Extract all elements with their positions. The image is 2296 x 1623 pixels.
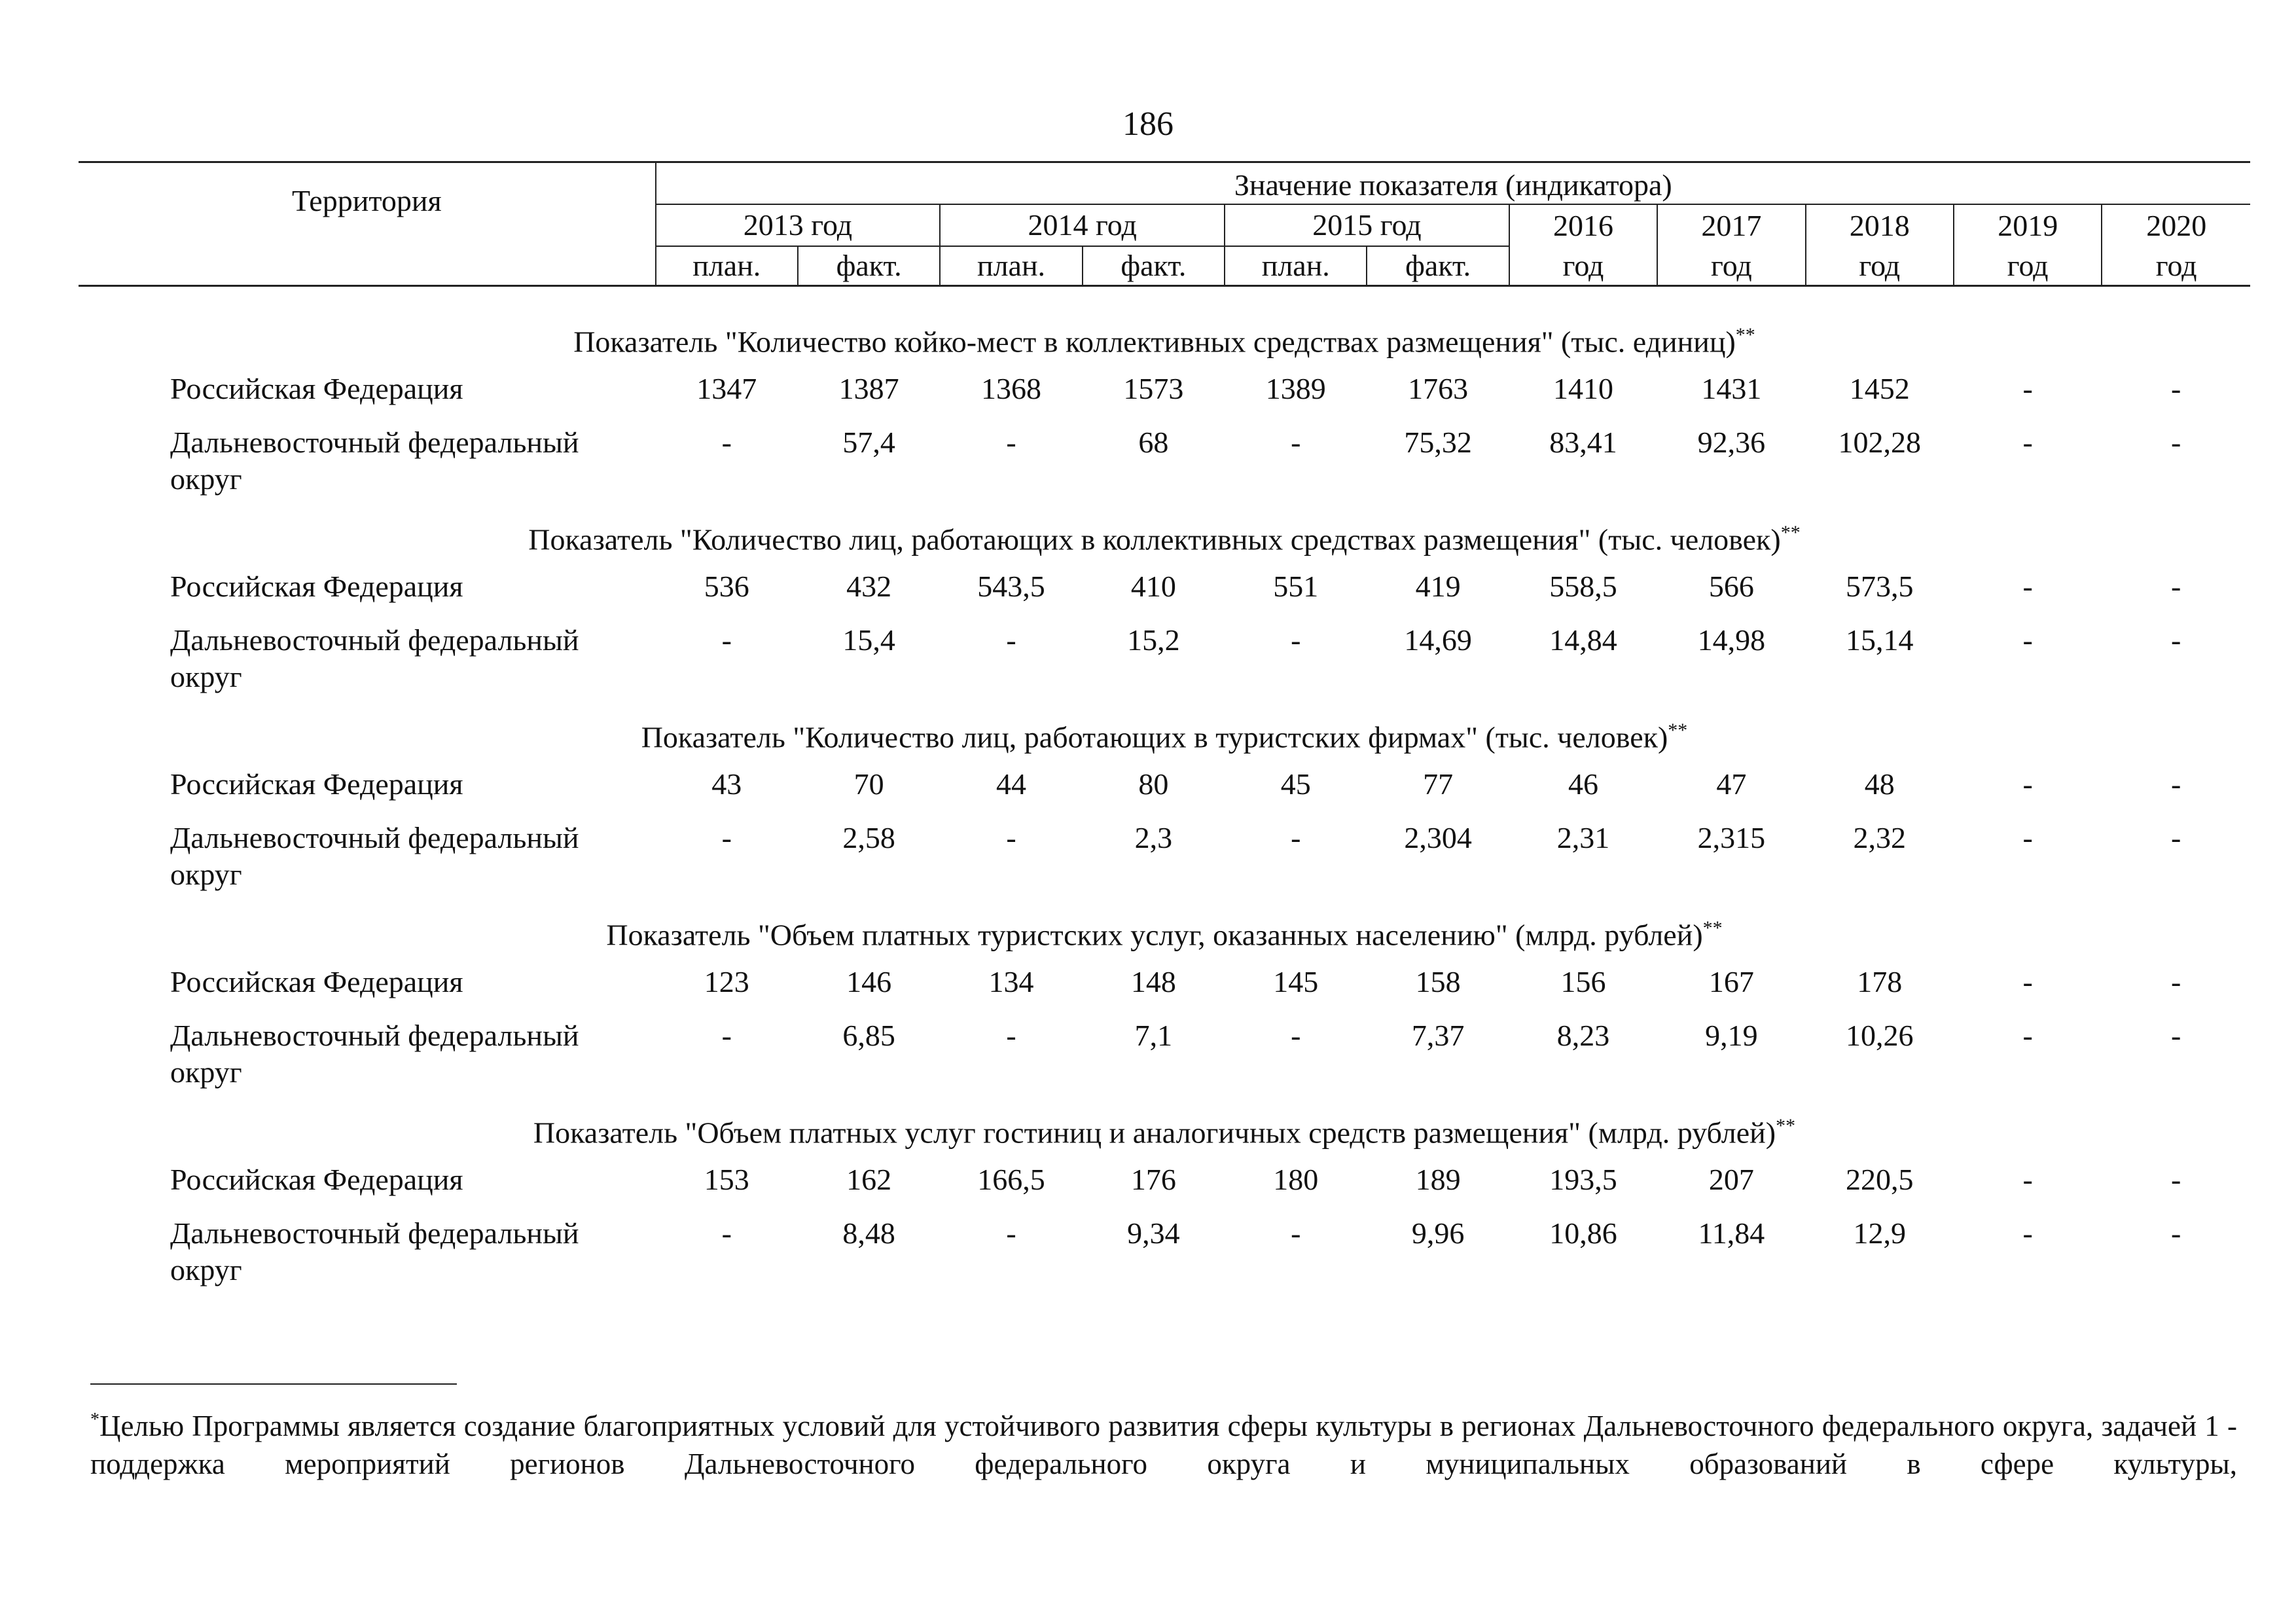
header-year-2018: 2018 [1806,204,1954,246]
value-cell: 10,26 [1846,1019,1914,1052]
value-cell: 57,4 [842,426,895,459]
value-cell: - [2171,1163,2181,1196]
value-cell: 1431 [1701,372,1762,405]
indicator-table-container [79,161,2250,1302]
value-cell: 134 [988,965,1034,998]
value-cell: - [2022,1163,2033,1196]
value-cell: - [1006,426,1016,459]
value-cell: 1763 [1408,372,1469,405]
table-body [79,286,2250,1302]
header-year-2015: 2015 год [1225,204,1509,246]
value-cell: - [2171,570,2181,603]
value-cell: 44 [996,767,1027,801]
value-cell: 6,85 [842,1019,895,1052]
indicator-title-row [79,906,2250,964]
value-cell: 536 [704,570,749,603]
table-row [79,371,2250,424]
value-cell: - [2171,767,2181,801]
value-cell: - [2022,372,2033,405]
value-cell: 176 [1130,1163,1176,1196]
value-cell: 14,69 [1404,623,1472,657]
header-plan-2013: план. [656,246,798,286]
value-cell: - [1291,1019,1301,1052]
value-cell: - [2171,372,2181,405]
value-cell: 70 [853,767,884,801]
table-header [79,162,2250,286]
value-cell: 158 [1415,965,1461,998]
header-unit-2019: год [1954,246,2102,286]
value-cell: 10,86 [1549,1216,1617,1250]
value-cell: 77 [1423,767,1454,801]
indicator-title-row [79,313,2250,371]
value-cell: - [2171,965,2181,998]
indicator-title [533,1115,1795,1150]
indicator-title-row [79,1104,2250,1161]
value-cell: - [2022,1216,2033,1250]
indicator-title-row [79,511,2250,568]
header-plan-2014: план. [940,246,1082,286]
header-year-2016: 2016 [1509,204,1657,246]
value-cell: - [2022,623,2033,657]
value-cell: 543,5 [977,570,1045,603]
value-cell: 15,4 [842,623,895,657]
value-cell: 167 [1708,965,1754,998]
value-cell: - [721,623,732,657]
value-cell: - [2022,1019,2033,1052]
value-cell: 68 [1138,426,1169,459]
page-number: 186 [1122,105,1174,143]
territory-cell: Дальневосточный федеральный округ [170,821,579,891]
value-cell: - [1006,1216,1016,1250]
value-cell: - [2171,426,2181,459]
indicator-title-text: Показатель "Количество лиц, работающих в туристских фирмах" (тыс. человек) [641,720,1668,754]
value-cell: 9,96 [1411,1216,1465,1250]
value-cell: 9,19 [1705,1019,1758,1052]
value-cell: - [1291,426,1301,459]
territory-cell: Дальневосточный федеральный округ [170,623,579,693]
value-cell: 2,315 [1697,821,1766,854]
indicator-table [79,161,2250,1302]
value-cell: - [721,1216,732,1250]
value-cell: 162 [846,1163,892,1196]
table-row [79,568,2250,622]
value-cell: - [2171,821,2181,854]
indicator-title-text: Показатель "Количество койко-мест в коллективных средствах размещения" (тыс. единиц) [573,325,1736,359]
value-cell: 145 [1273,965,1319,998]
table-row [79,820,2250,906]
territory-cell: Российская Федерация [170,1163,463,1196]
header-unit-2018: год [1806,246,1954,286]
territory-cell: Российская Федерация [170,965,463,998]
footnote-text: Целью Программы является создание благоприятных условий для устойчивого развития сферы культуры в регионах Дальневосточного федерального округа, задачей 1 - поддержка мероприятий регионов Дальневосточного федерального округа и муниципальных образований в сфере культуры, [90,1410,2237,1480]
value-cell: 80 [1138,767,1169,801]
value-cell: 566 [1708,570,1754,603]
indicator-title [606,917,1722,952]
value-cell: 166,5 [977,1163,1045,1196]
indicator-footnote-mark: ** [1780,522,1801,544]
value-cell: 7,1 [1134,1019,1173,1052]
value-cell: 148 [1130,965,1176,998]
indicator-footnote-mark: ** [1735,324,1755,346]
value-cell: 432 [846,570,892,603]
value-cell: 419 [1415,570,1461,603]
value-cell: 92,36 [1697,426,1766,459]
indicator-title-text: Показатель "Количество лиц, работающих в коллективных средствах размещения" (тыс. человек) [528,522,1781,556]
value-cell: 558,5 [1549,570,1617,603]
value-cell: - [721,821,732,854]
value-cell: 189 [1415,1163,1461,1196]
value-cell: 1387 [838,372,899,405]
header-fact-2014: факт. [1083,246,1225,286]
header-year-2014: 2014 год [940,204,1225,246]
indicator-footnote-mark: ** [1702,917,1723,939]
indicator-title-text: Показатель "Объем платных услуг гостиниц и аналогичных средств размещения" (млрд. рублей) [533,1116,1776,1150]
value-cell: - [721,1019,732,1052]
value-cell: 153 [704,1163,749,1196]
value-cell: 47 [1716,767,1747,801]
value-cell: 573,5 [1846,570,1914,603]
value-cell: - [2022,426,2033,459]
value-cell: - [1006,821,1016,854]
value-cell: 2,58 [842,821,895,854]
indicator-title [573,324,1755,359]
value-cell: 1347 [696,372,757,405]
header-fact-2013: факт. [798,246,940,286]
value-cell: - [2022,570,2033,603]
value-cell: 123 [704,965,749,998]
table-row [79,1215,2250,1302]
territory-cell: Дальневосточный федеральный округ [170,426,579,496]
value-cell: 45 [1280,767,1311,801]
table-row [79,424,2250,511]
value-cell: 178 [1857,965,1903,998]
value-cell: - [2022,821,2033,854]
value-cell: 46 [1568,767,1599,801]
value-cell: 207 [1708,1163,1754,1196]
territory-cell: Дальневосточный федеральный округ [170,1216,579,1286]
indicator-footnote-mark: ** [1668,720,1688,742]
value-cell: 8,48 [842,1216,895,1250]
value-cell: - [2171,1216,2181,1250]
value-cell: 220,5 [1846,1163,1914,1196]
indicator-footnote-mark: ** [1776,1115,1796,1137]
header-year-2020: 2020 [2102,204,2250,246]
header-unit-2017: год [1657,246,1805,286]
value-cell: 15,14 [1846,623,1914,657]
value-cell: 193,5 [1549,1163,1617,1196]
value-cell: - [1291,821,1301,854]
header-year-2013: 2013 год [656,204,941,246]
header-plan-2015: план. [1225,246,1367,286]
indicator-title [641,720,1688,754]
value-cell: - [2171,623,2181,657]
value-cell: 2,3 [1134,821,1173,854]
footnote-divider [90,1383,457,1385]
indicator-title-row [79,708,2250,766]
header-fact-2015: факт. [1367,246,1509,286]
value-cell: 551 [1273,570,1319,603]
value-cell: 1389 [1265,372,1326,405]
footnote [90,1401,2237,1483]
header-year-2019: 2019 [1954,204,2102,246]
value-cell: 75,32 [1404,426,1472,459]
value-cell: 2,31 [1556,821,1610,854]
value-cell: 102,28 [1838,426,1922,459]
value-cell: 14,84 [1549,623,1617,657]
territory-cell: Российская Федерация [170,570,463,603]
value-cell: 1368 [981,372,1042,405]
indicator-title [528,522,1800,556]
value-cell: 9,34 [1127,1216,1180,1250]
value-cell: 146 [846,965,892,998]
value-cell: 1452 [1849,372,1910,405]
header-territory: Территория [79,162,656,286]
value-cell: 8,23 [1556,1019,1610,1052]
value-cell: - [1291,1216,1301,1250]
territory-cell: Российская Федерация [170,767,463,801]
table-row [79,964,2250,1017]
header-unit-2020: год [2102,246,2250,286]
value-cell: 2,304 [1404,821,1472,854]
table-row [79,766,2250,820]
value-cell: - [1006,623,1016,657]
value-cell: - [721,426,732,459]
value-cell: 410 [1130,570,1176,603]
value-cell: 12,9 [1853,1216,1907,1250]
value-cell: 14,98 [1697,623,1766,657]
value-cell: 1573 [1123,372,1184,405]
value-cell: 2,32 [1853,821,1907,854]
value-cell: 48 [1864,767,1895,801]
value-cell: - [1291,623,1301,657]
value-cell: 180 [1273,1163,1319,1196]
value-cell: 7,37 [1411,1019,1465,1052]
value-cell: - [1006,1019,1016,1052]
table-row [79,622,2250,708]
value-cell: 15,2 [1127,623,1180,657]
value-cell: 156 [1560,965,1606,998]
header-year-2017: 2017 [1657,204,1805,246]
value-cell: 43 [711,767,742,801]
header-indicator-value: Значение показателя (индикатора) [656,162,2250,205]
header-unit-2016: год [1509,246,1657,286]
table-row [79,1161,2250,1215]
value-cell: 1410 [1553,372,1614,405]
value-cell: 11,84 [1698,1216,1765,1250]
value-cell: - [2022,767,2033,801]
table-row [79,1017,2250,1104]
value-cell: 83,41 [1549,426,1617,459]
indicator-title-text: Показатель "Объем платных туристских услуг, оказанных населению" (млрд. рублей) [606,918,1703,952]
footnote-mark: * [90,1410,99,1430]
territory-cell: Российская Федерация [170,372,463,405]
territory-cell: Дальневосточный федеральный округ [170,1019,579,1089]
value-cell: - [2171,1019,2181,1052]
value-cell: - [2022,965,2033,998]
